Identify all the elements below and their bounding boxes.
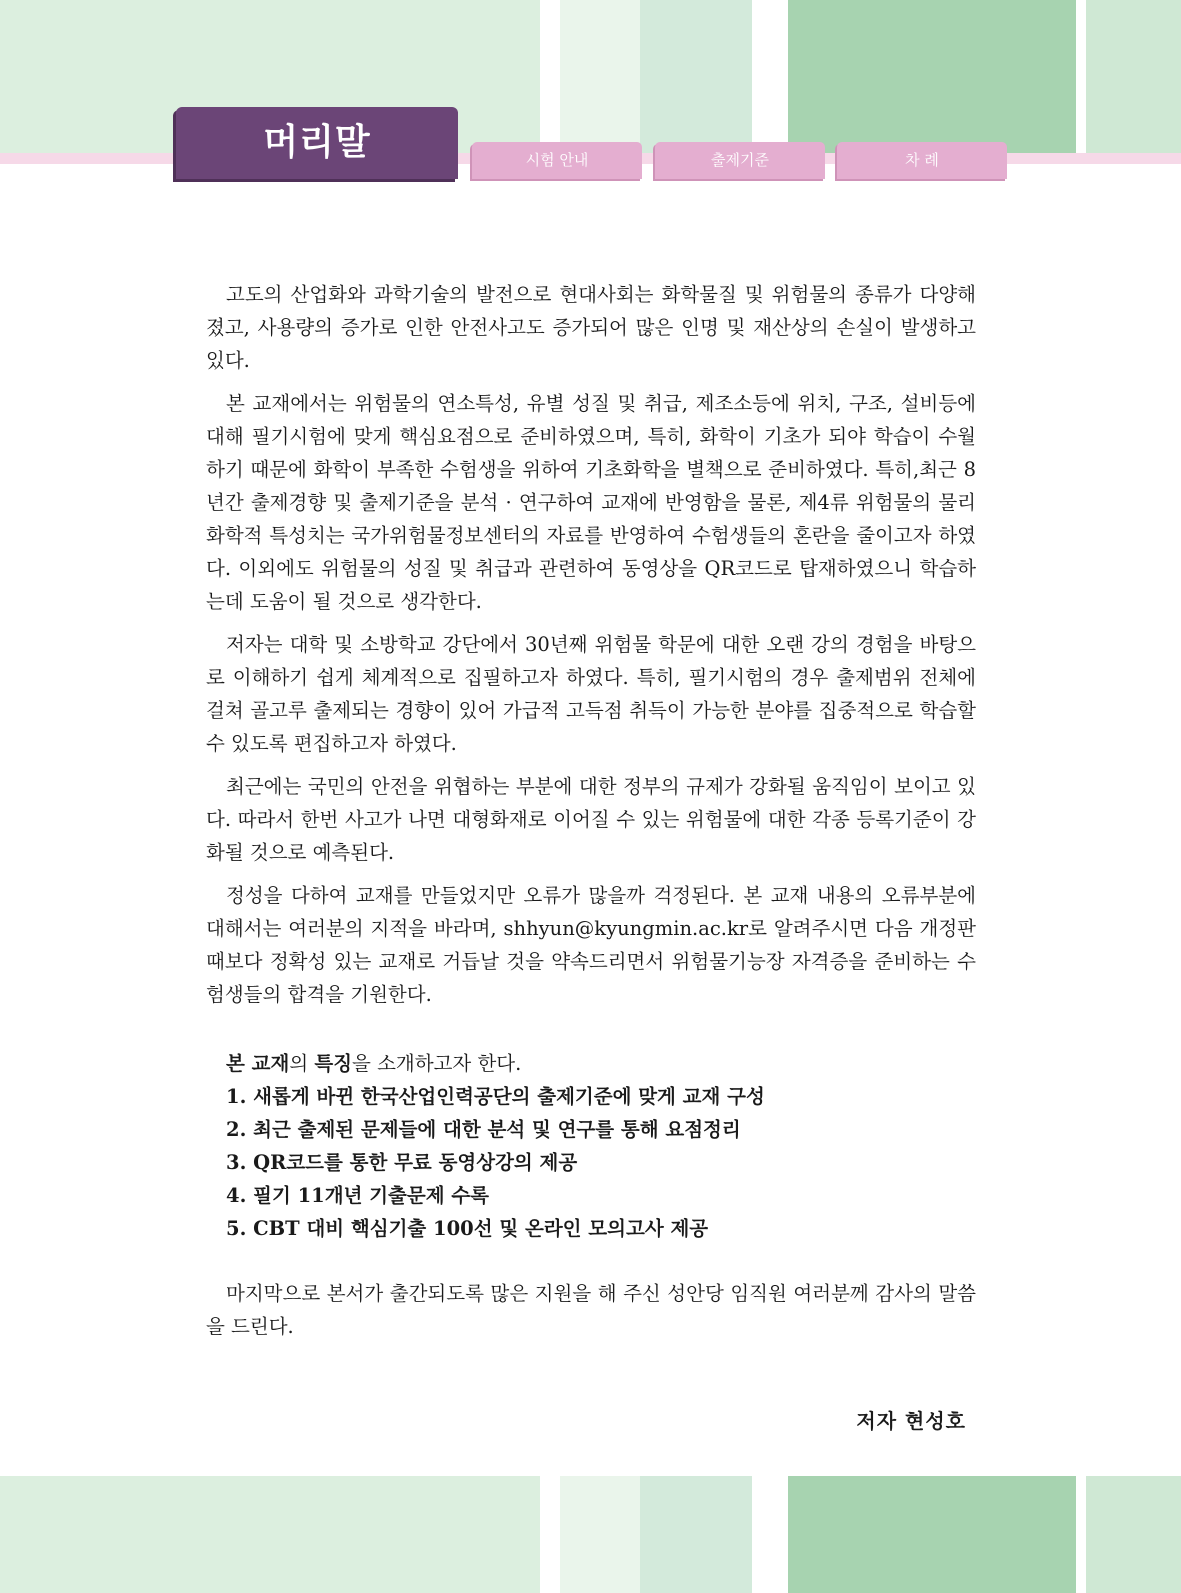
decor-block	[1086, 1476, 1181, 1593]
feature-item: 2. 최근 출제된 문제들에 대한 분석 및 연구를 통해 요점정리	[226, 1118, 741, 1141]
decor-block	[788, 1476, 1076, 1593]
preface-paragraph: 저자는 대학 및 소방학교 강단에서 30년째 위험물 학문에 대한 오랜 강의 경험을 바탕으로 이해하기 쉽게 체계적으로 집필하고자 하였다. 특히, 필기시험의 경우 출제범위 전체에 걸쳐 골고루 출제되는 경향이 있어 가급적 고득점 취득이 가능한 분야를 집중적으로 학습할 수 있도록 편집하고자 하였다.	[206, 633, 976, 755]
preface-paragraph: 최근에는 국민의 안전을 위협하는 부분에 대한 정부의 규제가 강화될 움직임이 보이고 있다. 따라서 한번 사고가 나면 대형화재로 이어질 수 있는 위험물에 대한 각종 등록기준이 강화될 것으로 예측된다.	[206, 775, 976, 864]
features-list	[206, 1047, 976, 1245]
feature-item: 5. CBT 대비 핵심기출 100선 및 온라인 모의고사 제공	[226, 1217, 709, 1240]
features-intro-bold: 특징	[314, 1052, 353, 1075]
features-intro-bold: 본 교재	[226, 1052, 290, 1075]
closing-paragraph: 마지막으로 본서가 출간되도록 많은 지원을 해 주신 성안당 임직원 여러분께 감사의 말씀을 드린다.	[206, 1282, 976, 1338]
decor-block	[788, 0, 1076, 153]
preface-content	[206, 278, 976, 1353]
decor-block	[1086, 0, 1181, 153]
feature-item: 3. QR코드를 통한 무료 동영상강의 제공	[226, 1151, 578, 1174]
decor-block	[560, 1476, 640, 1593]
preface-paragraph: 고도의 산업화와 과학기술의 발전으로 현대사회는 화학물질 및 위험물의 종류가 다양해졌고, 사용량의 증가로 인한 안전사고도 증가되어 많은 인명 및 재산상의 손실이 발생하고 있다.	[206, 283, 976, 372]
tab-table-of-contents[interactable]: 차 례	[837, 142, 1007, 179]
features-intro-text: 의	[289, 1052, 315, 1075]
features-intro-text: 을 소개하고자 한다.	[352, 1052, 522, 1075]
decor-block	[640, 1476, 752, 1593]
page-title-tab: 머리말	[176, 107, 458, 179]
tab-exam-guide[interactable]: 시험 안내	[472, 142, 642, 179]
tab-exam-criteria[interactable]: 출제기준	[655, 142, 825, 179]
feature-item: 4. 필기 11개년 기출문제 수록	[226, 1184, 490, 1207]
preface-paragraph: 본 교재에서는 위험물의 연소특성, 유별 성질 및 취급, 제조소등에 위치, 구조, 설비등에 대해 필기시험에 맞게 핵심요점으로 준비하였으며, 특히, 화학이 기초가 되야 학습이 수월하기 때문에 화학이 부족한 수험생을 위하여 기초화학을 별책으로 준비하였다. 특히,최근 8년간 출제경향 및 출제기준을 분석 · 연구하여 교재에 반영함을 물론, 제4류 위험물의 물리 화학적 특성치는 국가위험물정보센터의 자료를 반영하여 수험생들의 혼란을 줄이고자 하였다. 이외에도 위험물의 성질 및 취급과 관련하여 동영상을 QR코드로 탑재하였으니 학습하는데 도움이 될 것으로 생각한다.	[206, 392, 976, 613]
decor-block	[560, 0, 640, 153]
decor-block	[0, 1476, 540, 1593]
decor-block	[640, 0, 752, 153]
author-signature: 저자 현성호	[856, 1409, 966, 1433]
feature-item: 1. 새롭게 바뀐 한국산업인력공단의 출제기준에 맞게 교재 구성	[226, 1085, 765, 1108]
preface-paragraph: 정성을 다하여 교재를 만들었지만 오류가 많을까 걱정된다. 본 교재 내용의 오류부분에 대해서는 여러분의 지적을 바라며, shhyun@kyungmin.ac.kr로 알려주시면 다음 개정판 때보다 정확성 있는 교재로 거듭날 것을 약속드리면서 위험물기능장 자격증을 준비하는 수험생들의 합격을 기원한다.	[206, 884, 976, 1006]
features-intro	[206, 1047, 976, 1080]
footer-decor-band	[0, 1476, 1181, 1593]
